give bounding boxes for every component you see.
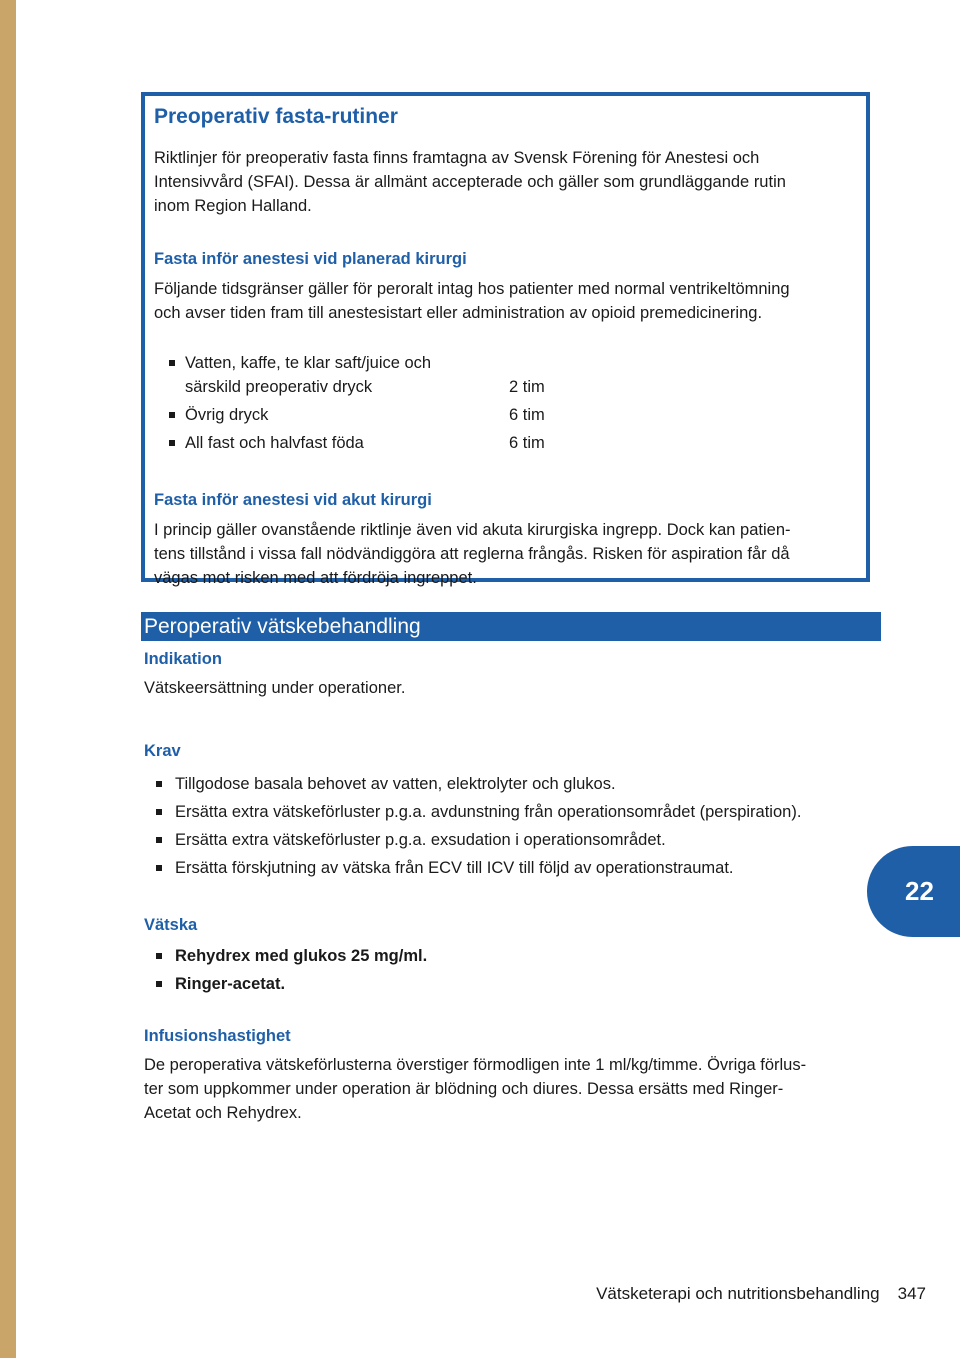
bullet-icon: [156, 781, 162, 787]
infusion-heading: Infusionshastighet: [144, 1027, 291, 1045]
list-item: [144, 826, 884, 854]
chapter-number: 22: [905, 876, 934, 906]
fasting-item-label: All fast och halvfast föda: [185, 434, 364, 452]
list-item-text: Ersätta extra vätskeförluster p.g.a. avdunstning från operationsområdet (perspiration).: [175, 803, 802, 821]
section-content: [144, 646, 884, 1125]
fasting-item-time: 2 tim: [509, 378, 545, 396]
fasta-info-box: [141, 92, 870, 587]
krav-list: [144, 770, 884, 882]
list-item-text: Rehydrex med glukos 25 mg/ml.: [175, 947, 428, 965]
infusion-text-line: ter som uppkommer under operation är blödning och diures. Dessa ersätts med Ringer-: [144, 1080, 784, 1098]
acute-text-line: tens tillstånd i vissa fall nödvändiggöra att reglerna frångås. Risken för aspiration får då: [154, 545, 790, 563]
intro-line: Riktlinjer för preoperativ fasta finns framtagna av Svensk Förening för Anestesi och: [154, 149, 760, 167]
fasting-item: [166, 431, 856, 459]
acute-text-line: vägas mot risken med att fördröja ingreppet.: [154, 569, 477, 587]
list-item: [144, 854, 884, 882]
list-item-text: Ersätta förskjutning av vätska från ECV till ICV till följd av operationstraumat.: [175, 859, 734, 877]
list-item: [144, 970, 884, 998]
bullet-icon: [156, 837, 162, 843]
box-title: Preoperativ fasta-rutiner: [154, 105, 398, 128]
fasting-item-time: 6 tim: [509, 434, 545, 452]
fasting-item-label: särskild preoperativ dryck: [185, 378, 373, 396]
page-footer: [596, 1284, 926, 1304]
fasting-list: [166, 351, 856, 459]
bullet-icon: [169, 360, 175, 366]
bullet-icon: [169, 412, 175, 418]
intro-line: inom Region Halland.: [154, 197, 312, 215]
bullet-icon: [156, 809, 162, 815]
acute-text-line: I princip gäller ovanstående riktlinje även vid akuta kirurgiska ingrepp. Dock kan patien-: [154, 521, 791, 539]
section-title: Peroperativ vätskebehandling: [144, 615, 421, 638]
bullet-icon: [156, 953, 162, 959]
fasting-item-time: 6 tim: [509, 406, 545, 424]
infusion-text-line: Acetat och Rehydrex.: [144, 1104, 302, 1122]
page-number: 347: [897, 1284, 926, 1303]
list-item: [144, 798, 884, 826]
krav-heading: Krav: [144, 742, 181, 760]
bullet-icon: [156, 981, 162, 987]
bullet-icon: [169, 440, 175, 446]
indikation-heading: Indikation: [144, 650, 222, 668]
vatska-list: [144, 942, 884, 998]
bullet-icon: [156, 865, 162, 871]
fasting-item: [166, 351, 856, 399]
intro-line: Intensivvård (SFAI). Dessa är allmänt accepterade och gäller som grundläggande rutin: [154, 173, 786, 191]
planned-text-line: och avser tiden fram till anestesistart eller administration av opioid premedicinering.: [154, 304, 763, 322]
fasting-item: [166, 403, 856, 431]
list-item-text: Ringer-acetat.: [175, 975, 286, 993]
planned-surgery-heading: Fasta inför anestesi vid planerad kirurgi: [154, 250, 467, 268]
indikation-text: Vätskeersättning under operationer.: [144, 679, 406, 697]
chapter-tab: [867, 846, 960, 937]
infusion-text-line: De peroperativa vätskeförlusterna överstiger förmodligen inte 1 ml/kg/timme. Övriga förlus-: [144, 1056, 807, 1074]
section-heading-bar: [141, 612, 881, 641]
planned-text-line: Följande tidsgränser gäller för peroralt intag hos patienter med normal ventrikeltömning: [154, 280, 790, 298]
list-item: [144, 770, 884, 798]
fasting-item-label: Vatten, kaffe, te klar saft/juice och: [185, 354, 432, 372]
acute-surgery-heading: Fasta inför anestesi vid akut kirurgi: [154, 491, 432, 509]
fasting-item-label: Övrig dryck: [185, 406, 269, 424]
vatska-heading: Vätska: [144, 916, 198, 934]
footer-title: Vätsketerapi och nutritionsbehandling: [596, 1284, 880, 1303]
list-item-text: Tillgodose basala behovet av vatten, elektrolyter och glukos.: [175, 775, 616, 793]
page-edge-strip: [0, 0, 16, 1358]
list-item-text: Ersätta extra vätskeförluster p.g.a. exsudation i operationsområdet.: [175, 831, 666, 849]
list-item: [144, 942, 884, 970]
